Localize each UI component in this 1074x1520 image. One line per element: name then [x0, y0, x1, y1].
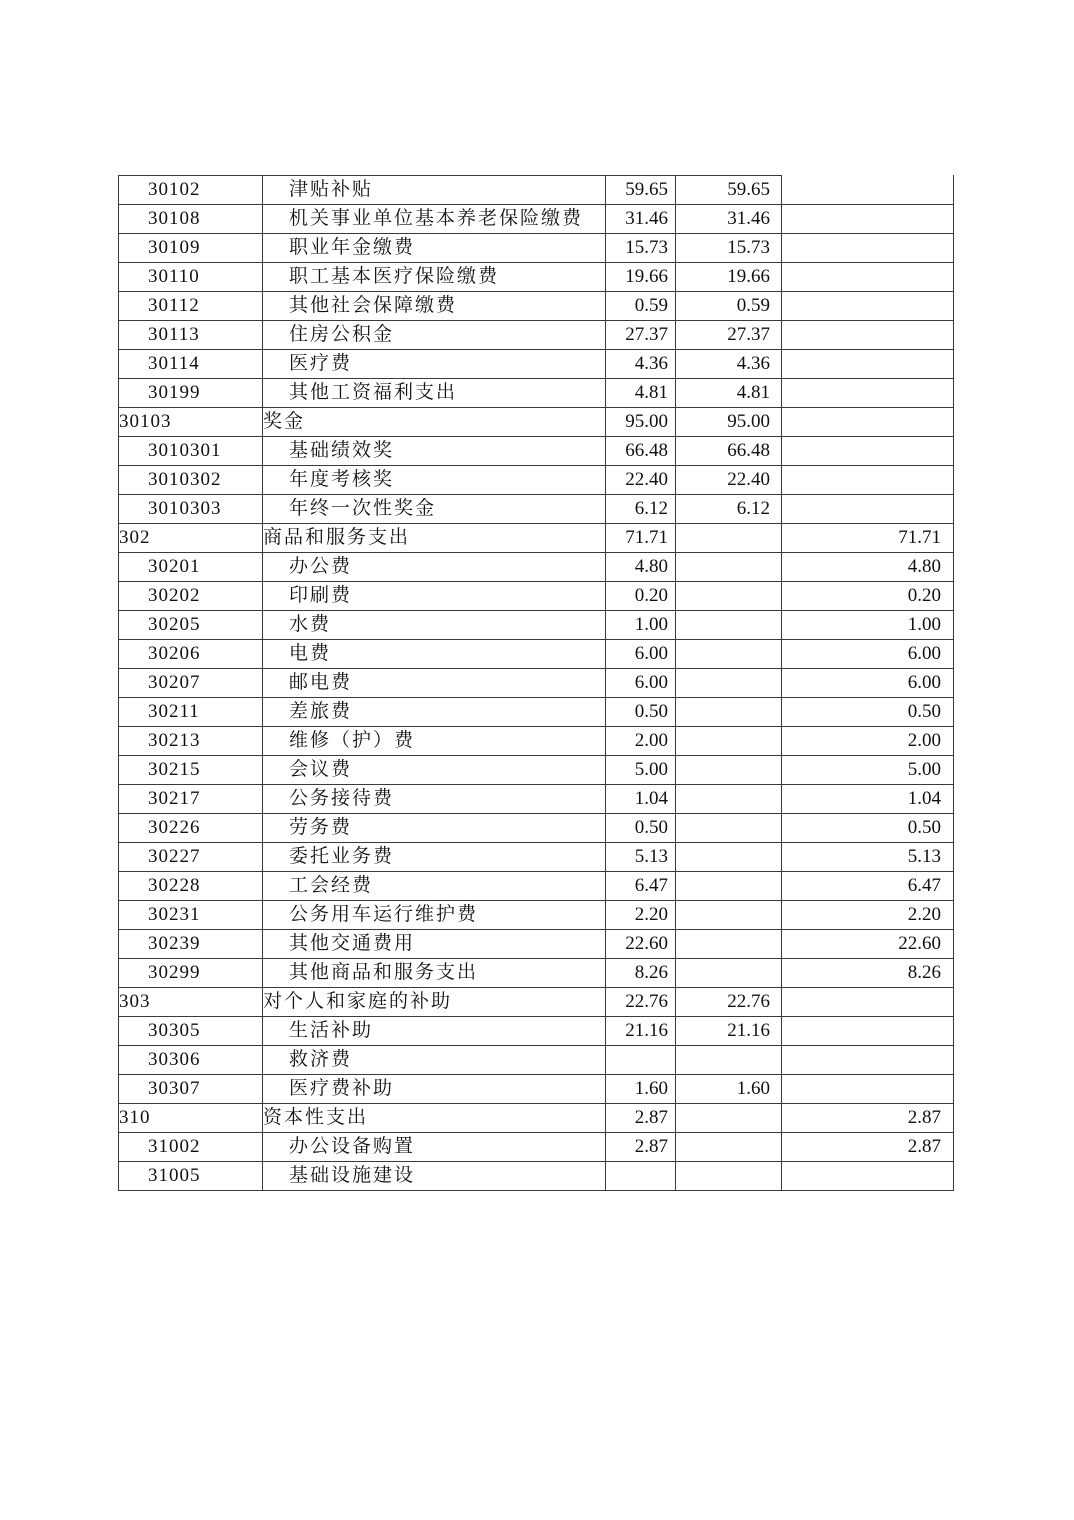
amount2-cell	[676, 727, 782, 756]
amount3-cell: 2.87	[782, 1133, 954, 1162]
amount2-cell	[676, 872, 782, 901]
item-name-cell: 医疗费补助	[263, 1075, 606, 1104]
item-name-cell: 住房公积金	[263, 321, 606, 350]
amount3-cell	[782, 379, 954, 408]
item-name-cell: 基础绩效奖	[263, 437, 606, 466]
table-row	[119, 292, 954, 321]
item-name-cell: 电费	[263, 640, 606, 669]
amount3-cell: 1.04	[782, 785, 954, 814]
budget-code-cell: 30307	[119, 1075, 263, 1104]
amount2-cell	[676, 959, 782, 988]
amount1-cell: 6.12	[606, 495, 676, 524]
table-row	[119, 379, 954, 408]
item-name-cell: 职业年金缴费	[263, 234, 606, 263]
budget-code-cell: 30112	[119, 292, 263, 321]
table-row	[119, 843, 954, 872]
table-row	[119, 698, 954, 727]
amount1-cell: 66.48	[606, 437, 676, 466]
item-name-cell: 委托业务费	[263, 843, 606, 872]
item-name-cell: 奖金	[263, 408, 606, 437]
budget-code-cell: 30239	[119, 930, 263, 959]
item-name-cell: 其他商品和服务支出	[263, 959, 606, 988]
amount2-cell: 0.59	[676, 292, 782, 321]
budget-code-cell: 30305	[119, 1017, 263, 1046]
item-name-cell: 维修（护）费	[263, 727, 606, 756]
table-row	[119, 582, 954, 611]
amount2-cell: 4.36	[676, 350, 782, 379]
amount2-cell: 4.81	[676, 379, 782, 408]
amount1-cell: 6.47	[606, 872, 676, 901]
amount1-cell: 2.00	[606, 727, 676, 756]
amount2-cell	[676, 1133, 782, 1162]
item-name-cell: 水费	[263, 611, 606, 640]
amount3-cell: 5.00	[782, 756, 954, 785]
amount2-cell	[676, 582, 782, 611]
amount2-cell	[676, 756, 782, 785]
item-name-cell: 救济费	[263, 1046, 606, 1075]
item-name-cell: 年度考核奖	[263, 466, 606, 495]
item-name-cell: 办公费	[263, 553, 606, 582]
table-row	[119, 669, 954, 698]
budget-code-cell: 30226	[119, 814, 263, 843]
item-name-cell: 津贴补贴	[263, 176, 606, 205]
amount1-cell	[606, 1162, 676, 1191]
amount3-cell	[782, 1162, 954, 1191]
amount1-cell: 4.36	[606, 350, 676, 379]
amount3-cell	[782, 988, 954, 1017]
amount3-cell: 2.00	[782, 727, 954, 756]
amount1-cell: 8.26	[606, 959, 676, 988]
table-row	[119, 785, 954, 814]
item-name-cell: 工会经费	[263, 872, 606, 901]
amount3-cell	[782, 1046, 954, 1075]
item-name-cell: 其他社会保障缴费	[263, 292, 606, 321]
amount2-cell: 19.66	[676, 263, 782, 292]
amount3-cell	[782, 205, 954, 234]
item-name-cell: 公务接待费	[263, 785, 606, 814]
amount2-cell: 95.00	[676, 408, 782, 437]
amount2-cell	[676, 814, 782, 843]
budget-code-cell: 30213	[119, 727, 263, 756]
table-row	[119, 727, 954, 756]
amount3-cell	[782, 437, 954, 466]
amount1-cell: 2.87	[606, 1104, 676, 1133]
amount3-cell: 0.50	[782, 814, 954, 843]
table-row	[119, 640, 954, 669]
table-row	[119, 321, 954, 350]
amount3-cell	[782, 350, 954, 379]
amount1-cell: 5.00	[606, 756, 676, 785]
amount3-cell	[782, 292, 954, 321]
budget-code-cell: 30201	[119, 553, 263, 582]
budget-code-cell: 30114	[119, 350, 263, 379]
budget-code-cell: 303	[119, 988, 263, 1017]
amount3-cell	[782, 263, 954, 292]
table-row	[119, 872, 954, 901]
budget-code-cell: 30109	[119, 234, 263, 263]
item-name-cell: 邮电费	[263, 669, 606, 698]
budget-table	[118, 175, 954, 1191]
amount2-cell: 59.65	[676, 176, 782, 205]
amount1-cell: 6.00	[606, 669, 676, 698]
item-name-cell: 公务用车运行维护费	[263, 901, 606, 930]
amount3-cell: 22.60	[782, 930, 954, 959]
table-row	[119, 350, 954, 379]
budget-code-cell: 30206	[119, 640, 263, 669]
table-row	[119, 553, 954, 582]
item-name-cell: 差旅费	[263, 698, 606, 727]
amount3-cell	[782, 408, 954, 437]
amount1-cell: 5.13	[606, 843, 676, 872]
amount3-cell	[782, 234, 954, 263]
budget-code-cell: 30207	[119, 669, 263, 698]
amount1-cell: 1.60	[606, 1075, 676, 1104]
amount2-cell: 21.16	[676, 1017, 782, 1046]
amount2-cell: 6.12	[676, 495, 782, 524]
budget-code-cell: 30205	[119, 611, 263, 640]
amount1-cell: 0.20	[606, 582, 676, 611]
table-row	[119, 1075, 954, 1104]
budget-code-cell: 31002	[119, 1133, 263, 1162]
item-name-cell: 职工基本医疗保险缴费	[263, 263, 606, 292]
budget-code-cell: 30113	[119, 321, 263, 350]
amount1-cell: 4.81	[606, 379, 676, 408]
amount3-cell: 6.47	[782, 872, 954, 901]
table-row	[119, 1133, 954, 1162]
amount3-cell	[782, 1017, 954, 1046]
item-name-cell: 基础设施建设	[263, 1162, 606, 1191]
budget-code-cell: 30202	[119, 582, 263, 611]
amount1-cell: 21.16	[606, 1017, 676, 1046]
table-row	[119, 176, 954, 205]
budget-code-cell: 30228	[119, 872, 263, 901]
budget-code-cell: 30231	[119, 901, 263, 930]
table-row	[119, 611, 954, 640]
amount1-cell: 15.73	[606, 234, 676, 263]
budget-code-cell: 30102	[119, 176, 263, 205]
item-name-cell: 年终一次性奖金	[263, 495, 606, 524]
budget-code-cell: 30306	[119, 1046, 263, 1075]
amount1-cell: 2.20	[606, 901, 676, 930]
table-row	[119, 901, 954, 930]
amount3-cell: 2.20	[782, 901, 954, 930]
amount2-cell	[676, 901, 782, 930]
amount1-cell: 0.50	[606, 698, 676, 727]
amount2-cell	[676, 611, 782, 640]
amount1-cell: 31.46	[606, 205, 676, 234]
table-row	[119, 524, 954, 553]
item-name-cell: 生活补助	[263, 1017, 606, 1046]
item-name-cell: 其他工资福利支出	[263, 379, 606, 408]
budget-code-cell: 30108	[119, 205, 263, 234]
table-row	[119, 234, 954, 263]
amount3-cell: 0.50	[782, 698, 954, 727]
amount2-cell: 66.48	[676, 437, 782, 466]
budget-code-cell: 310	[119, 1104, 263, 1133]
amount2-cell	[676, 553, 782, 582]
amount2-cell: 15.73	[676, 234, 782, 263]
amount1-cell	[606, 1046, 676, 1075]
amount2-cell	[676, 1104, 782, 1133]
table-row	[119, 814, 954, 843]
budget-code-cell: 30103	[119, 408, 263, 437]
item-name-cell: 对个人和家庭的补助	[263, 988, 606, 1017]
amount3-cell	[782, 176, 954, 205]
budget-code-cell: 30211	[119, 698, 263, 727]
table-row	[119, 1162, 954, 1191]
amount3-cell: 1.00	[782, 611, 954, 640]
amount3-cell	[782, 495, 954, 524]
budget-code-cell: 302	[119, 524, 263, 553]
amount1-cell: 1.00	[606, 611, 676, 640]
budget-code-cell: 30110	[119, 263, 263, 292]
amount2-cell: 22.76	[676, 988, 782, 1017]
table-row	[119, 756, 954, 785]
amount1-cell: 2.87	[606, 1133, 676, 1162]
amount3-cell	[782, 466, 954, 495]
item-name-cell: 会议费	[263, 756, 606, 785]
table-row	[119, 408, 954, 437]
item-name-cell: 机关事业单位基本养老保险缴费	[263, 205, 606, 234]
amount3-cell: 6.00	[782, 640, 954, 669]
amount2-cell: 1.60	[676, 1075, 782, 1104]
table-row	[119, 988, 954, 1017]
table-row	[119, 959, 954, 988]
amount3-cell: 8.26	[782, 959, 954, 988]
item-name-cell: 医疗费	[263, 350, 606, 379]
item-name-cell: 资本性支出	[263, 1104, 606, 1133]
amount2-cell	[676, 843, 782, 872]
amount3-cell: 2.87	[782, 1104, 954, 1133]
amount2-cell	[676, 785, 782, 814]
table-row	[119, 466, 954, 495]
amount1-cell: 6.00	[606, 640, 676, 669]
amount3-cell: 5.13	[782, 843, 954, 872]
amount3-cell: 4.80	[782, 553, 954, 582]
amount3-cell	[782, 1075, 954, 1104]
amount2-cell	[676, 1046, 782, 1075]
table-row	[119, 930, 954, 959]
item-name-cell: 劳务费	[263, 814, 606, 843]
budget-code-cell: 30217	[119, 785, 263, 814]
amount3-cell: 71.71	[782, 524, 954, 553]
amount1-cell: 0.59	[606, 292, 676, 321]
amount2-cell	[676, 1162, 782, 1191]
amount3-cell: 0.20	[782, 582, 954, 611]
budget-code-cell: 3010302	[119, 466, 263, 495]
amount1-cell: 71.71	[606, 524, 676, 553]
item-name-cell: 其他交通费用	[263, 930, 606, 959]
amount2-cell	[676, 930, 782, 959]
budget-code-cell: 30227	[119, 843, 263, 872]
table-row	[119, 495, 954, 524]
budget-code-cell: 3010301	[119, 437, 263, 466]
table-row	[119, 1104, 954, 1133]
amount1-cell: 1.04	[606, 785, 676, 814]
amount1-cell: 22.40	[606, 466, 676, 495]
amount2-cell	[676, 640, 782, 669]
amount2-cell	[676, 698, 782, 727]
amount1-cell: 22.76	[606, 988, 676, 1017]
table-row	[119, 263, 954, 292]
item-name-cell: 办公设备购置	[263, 1133, 606, 1162]
table-row	[119, 205, 954, 234]
table-row	[119, 1017, 954, 1046]
amount1-cell: 95.00	[606, 408, 676, 437]
budget-code-cell: 3010303	[119, 495, 263, 524]
amount2-cell	[676, 669, 782, 698]
amount2-cell: 22.40	[676, 466, 782, 495]
amount3-cell: 6.00	[782, 669, 954, 698]
table-row	[119, 1046, 954, 1075]
budget-code-cell: 30215	[119, 756, 263, 785]
amount1-cell: 4.80	[606, 553, 676, 582]
amount1-cell: 22.60	[606, 930, 676, 959]
amount1-cell: 0.50	[606, 814, 676, 843]
item-name-cell: 印刷费	[263, 582, 606, 611]
amount1-cell: 27.37	[606, 321, 676, 350]
amount2-cell: 27.37	[676, 321, 782, 350]
budget-code-cell: 31005	[119, 1162, 263, 1191]
amount3-cell	[782, 321, 954, 350]
table-row	[119, 437, 954, 466]
item-name-cell: 商品和服务支出	[263, 524, 606, 553]
amount1-cell: 59.65	[606, 176, 676, 205]
amount2-cell	[676, 524, 782, 553]
amount2-cell: 31.46	[676, 205, 782, 234]
amount1-cell: 19.66	[606, 263, 676, 292]
budget-code-cell: 30299	[119, 959, 263, 988]
budget-code-cell: 30199	[119, 379, 263, 408]
